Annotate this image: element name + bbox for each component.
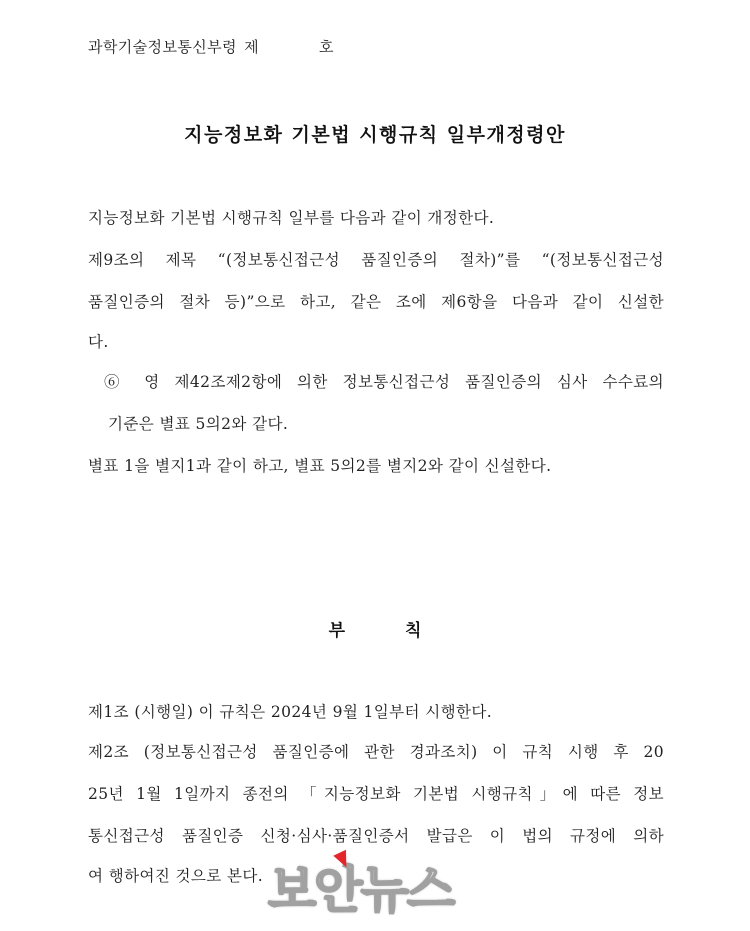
ordinance-prefix: 과학기술정보통신부령 제 (88, 38, 259, 56)
body-line-7: 별표 1을 별지1과 같이 하고, 별표 5의2를 별지2와 같이 신설한다. (88, 457, 552, 475)
addendum-title-part1: 부 (328, 621, 345, 641)
addendum-title-part2: 칙 (405, 621, 422, 641)
ordinance-suffix: 호 (318, 38, 334, 56)
addendum-line-3: 25년 1월 1일까지 종전의 「지능정보화 기본법 시행규칙」에 따른 정보 (88, 785, 664, 803)
body-line-3: 품질인증의 절차 등)”으로 하고, 같은 조에 제6항을 다음과 같이 신설한 (88, 293, 664, 311)
addendum-line-5: 여 행하여진 것으로 본다. (88, 867, 264, 885)
body-line-6: 기준은 별표 5의2와 같다. (108, 415, 289, 433)
document-title: 지능정보화 기본법 시행규칙 일부개정령안 (184, 124, 566, 146)
addendum-line-4: 통신접근성 품질인증 신청·심사·품질인증서 발급은 이 법의 규정에 의하 (88, 827, 664, 845)
addendum-line-1: 제1조 (시행일) 이 규칙은 2024년 9월 1일부터 시행한다. (88, 703, 493, 721)
watermark-logo: 보안뉴스 (268, 861, 454, 919)
body-line-2: 제9조의 제목 “(정보통신접근성 품질인증의 절차)”를 “(정보통신접근성 (88, 251, 664, 269)
body-line-1: 지능정보화 기본법 시행규칙 일부를 다음과 같이 개정한다. (88, 209, 495, 227)
addendum-line-2: 제2조 (정보통신접근성 품질인증에 관한 경과조치) 이 규칙 시행 후 20 (88, 743, 664, 761)
addendum-title (0, 616, 750, 641)
body-line-4: 다. (88, 333, 109, 351)
ordinance-number (88, 36, 334, 57)
body-line-5: ⑥ 영 제42조제2항에 의한 정보통신접근성 품질인증의 심사 수수료의 (104, 373, 664, 391)
